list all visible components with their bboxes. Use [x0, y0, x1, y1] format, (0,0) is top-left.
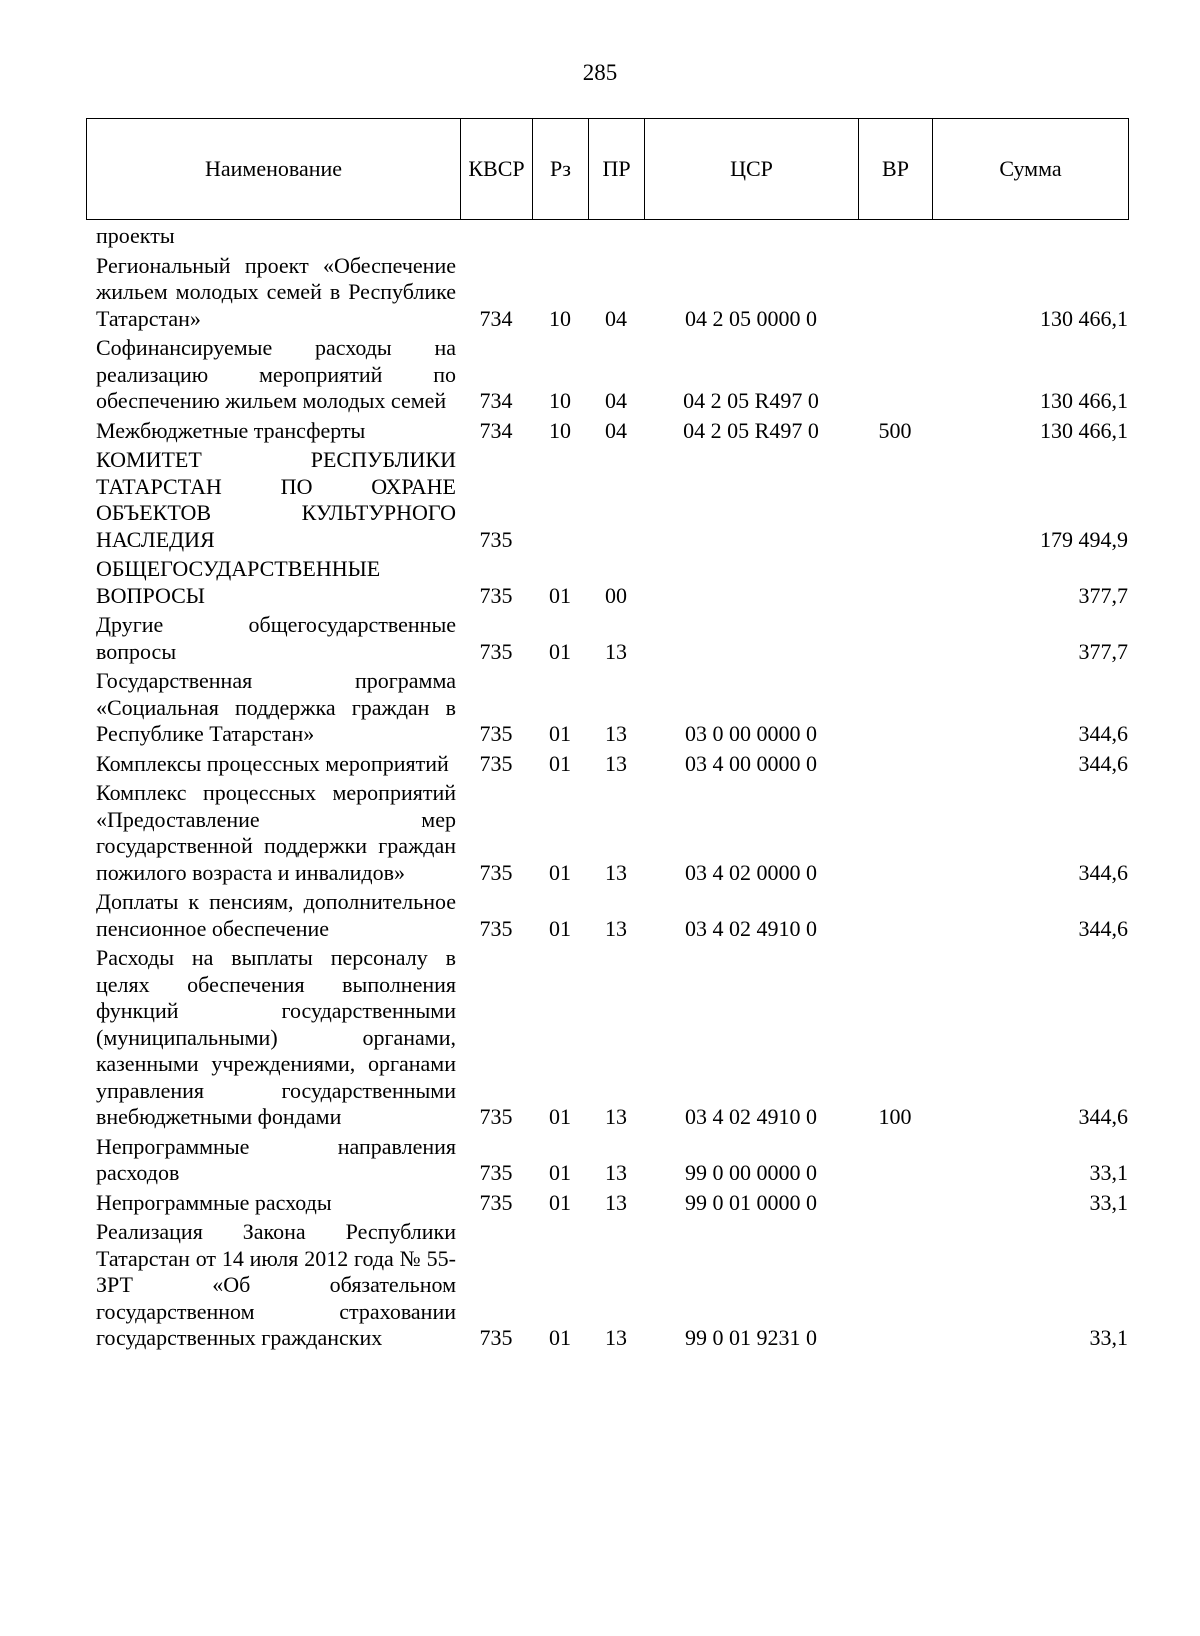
- row-name: ОБЩЕГОСУДАРСТВЕННЫЕ ВОПРОСЫ: [96, 556, 381, 608]
- row-rz: 01: [549, 1160, 571, 1185]
- row-vr: [858, 1216, 932, 1352]
- row-kvsr: 734: [479, 417, 513, 443]
- row-csr: [644, 609, 858, 665]
- row-csr: 04 2 05 R497 0: [683, 417, 819, 443]
- row-kvsr: [460, 220, 532, 250]
- row-name: Государственная программа «Социальная поддержка граждан в Республике Татарстан»: [96, 668, 456, 746]
- row-sum: 179 494,9: [1040, 526, 1128, 552]
- table-row: [86, 1216, 1142, 1352]
- row-vr: [858, 220, 932, 250]
- row-kvsr: 735: [479, 582, 513, 608]
- table-row: [86, 444, 1142, 553]
- table-row: [86, 665, 1142, 748]
- row-rz: 01: [549, 1104, 571, 1129]
- row-rz: 01: [549, 859, 571, 885]
- row-name: Региональный проект «Обеспечение жильем молодых семей в Республике Татарстан»: [96, 252, 456, 331]
- row-pr: 13: [605, 750, 627, 776]
- table-row: [86, 250, 1142, 333]
- row-pr: [588, 220, 644, 250]
- row-pr: 13: [605, 859, 627, 885]
- table-row: [86, 553, 1142, 609]
- header-vr: ВР: [859, 119, 933, 220]
- row-sum: 344,6: [1078, 915, 1128, 941]
- row-csr: 04 2 05 R497 0: [683, 388, 819, 413]
- row-pr: 13: [605, 721, 627, 746]
- row-csr: [644, 444, 858, 553]
- row-csr: 03 4 00 0000 0: [685, 750, 817, 776]
- row-pr: 04: [605, 388, 627, 413]
- row-name: Расходы на выплаты персоналу в целях обеспечения выполнения функций государственными (муниципальными) органами, казенными учреждениями, органами управления государственными внебюджетными фондами: [96, 945, 456, 1129]
- row-rz: 01: [549, 1189, 571, 1215]
- row-kvsr: 734: [479, 388, 513, 413]
- row-kvsr: 735: [479, 1104, 513, 1129]
- row-rz: [532, 444, 588, 553]
- row-sum: 377,7: [1078, 638, 1128, 664]
- table-row: [86, 1187, 1142, 1217]
- row-rz: 01: [549, 915, 571, 941]
- row-vr: [858, 1131, 932, 1187]
- row-vr: [858, 609, 932, 665]
- row-vr: [858, 332, 932, 415]
- row-rz: [532, 220, 588, 250]
- header-rz: Рз: [533, 119, 589, 220]
- row-vr: [858, 748, 932, 778]
- row-pr: 13: [605, 638, 627, 664]
- row-vr: [858, 553, 932, 609]
- row-csr: 03 0 00 0000 0: [685, 721, 817, 746]
- row-name: Софинансируемые расходы на реализацию мероприятий по обеспечению жильем молодых семей: [96, 335, 456, 413]
- table-row: [86, 332, 1142, 415]
- row-pr: 13: [605, 915, 627, 941]
- table-row: [86, 609, 1142, 665]
- header-name: Наименование: [87, 119, 461, 220]
- row-kvsr: 735: [479, 859, 513, 885]
- row-name: Комплекс процессных мероприятий «Предоставление мер государственной поддержки граждан пожилого возраста и инвалидов»: [96, 780, 456, 885]
- table-header: [86, 118, 1129, 220]
- row-kvsr: 735: [479, 526, 513, 552]
- row-vr: 500: [878, 417, 912, 443]
- row-sum: [932, 220, 1142, 250]
- row-pr: 13: [605, 1325, 627, 1350]
- row-pr: 13: [605, 1104, 627, 1129]
- row-csr: 99 0 01 9231 0: [685, 1325, 817, 1350]
- row-kvsr: 735: [479, 750, 513, 776]
- row-name: Другие общегосударственные вопросы: [96, 612, 456, 664]
- row-name: Реализация Закона Республики Татарстан от 14 июля 2012 года № 55-ЗРТ «Об обязательном государственном страховании государственных гражданских: [96, 1219, 456, 1350]
- row-csr: [644, 220, 858, 250]
- header-csr: ЦСР: [645, 119, 859, 220]
- row-kvsr: 735: [479, 915, 513, 941]
- table-row: [86, 886, 1142, 942]
- row-sum: 33,1: [1089, 1160, 1128, 1185]
- row-rz: 01: [549, 721, 571, 746]
- header-pr: ПР: [589, 119, 645, 220]
- row-sum: 344,6: [1078, 721, 1128, 746]
- row-csr: [644, 553, 858, 609]
- row-pr: 00: [605, 582, 627, 608]
- row-vr: 100: [878, 1104, 912, 1129]
- row-pr: 04: [605, 305, 627, 331]
- row-name: Непрограммные расходы: [96, 1189, 332, 1215]
- table-row: [86, 1131, 1142, 1187]
- table-row: [86, 415, 1142, 445]
- row-sum: 130 466,1: [1040, 305, 1128, 331]
- row-csr: 99 0 00 0000 0: [685, 1160, 817, 1185]
- row-vr: [858, 777, 932, 886]
- row-sum: 377,7: [1078, 582, 1128, 608]
- header-sum: Сумма: [933, 119, 1129, 220]
- row-csr: 99 0 01 0000 0: [685, 1189, 817, 1215]
- table-row: [86, 220, 1142, 250]
- row-sum: 344,6: [1078, 1104, 1128, 1129]
- row-name: Доплаты к пенсиям, дополнительное пенсионное обеспечение: [96, 889, 456, 941]
- row-kvsr: 735: [479, 638, 513, 664]
- row-vr: [858, 665, 932, 748]
- row-csr: 03 4 02 0000 0: [685, 859, 817, 885]
- row-pr: [588, 444, 644, 553]
- row-sum: 130 466,1: [1040, 388, 1128, 413]
- table-row: [86, 748, 1142, 778]
- row-rz: 10: [549, 417, 571, 443]
- row-rz: 01: [549, 638, 571, 664]
- row-kvsr: 735: [479, 721, 513, 746]
- row-kvsr: 735: [479, 1189, 513, 1215]
- header-kvsr: КВСР: [461, 119, 533, 220]
- row-pr: 13: [605, 1160, 627, 1185]
- row-pr: 04: [605, 417, 627, 443]
- row-sum: 344,6: [1078, 750, 1128, 776]
- row-name: Комплексы процессных мероприятий: [96, 750, 449, 776]
- row-vr: [858, 250, 932, 333]
- table-row: [86, 777, 1142, 886]
- row-rz: 01: [549, 750, 571, 776]
- row-name: Непрограммные направления расходов: [96, 1133, 456, 1185]
- row-sum: 33,1: [1089, 1325, 1128, 1350]
- row-rz: 01: [549, 582, 571, 608]
- row-name: Межбюджетные трансферты: [96, 417, 366, 443]
- row-name: КОМИТЕТ РЕСПУБЛИКИ ТАТАРСТАН ПО ОХРАНЕ ОБЪЕКТОВ КУЛЬТУРНОГО НАСЛЕДИЯ: [96, 447, 456, 552]
- row-vr: [858, 444, 932, 553]
- row-csr: 03 4 02 4910 0: [685, 1104, 817, 1129]
- row-vr: [858, 886, 932, 942]
- row-sum: 130 466,1: [1040, 417, 1128, 443]
- table-row: [86, 942, 1142, 1131]
- row-rz: 10: [549, 305, 571, 331]
- row-rz: 01: [549, 1325, 571, 1350]
- row-kvsr: 734: [479, 305, 513, 331]
- row-rz: 10: [549, 388, 571, 413]
- row-vr: [858, 1187, 932, 1217]
- row-csr: 03 4 02 4910 0: [685, 915, 817, 941]
- row-pr: 13: [605, 1189, 627, 1215]
- page-number: 285: [582, 60, 618, 85]
- row-kvsr: 735: [479, 1325, 513, 1350]
- row-sum: 33,1: [1089, 1189, 1128, 1215]
- row-name: проекты: [96, 223, 175, 248]
- budget-table: [86, 220, 1142, 1352]
- row-kvsr: 735: [479, 1160, 513, 1185]
- row-sum: 344,6: [1078, 859, 1128, 885]
- row-csr: 04 2 05 0000 0: [685, 305, 817, 331]
